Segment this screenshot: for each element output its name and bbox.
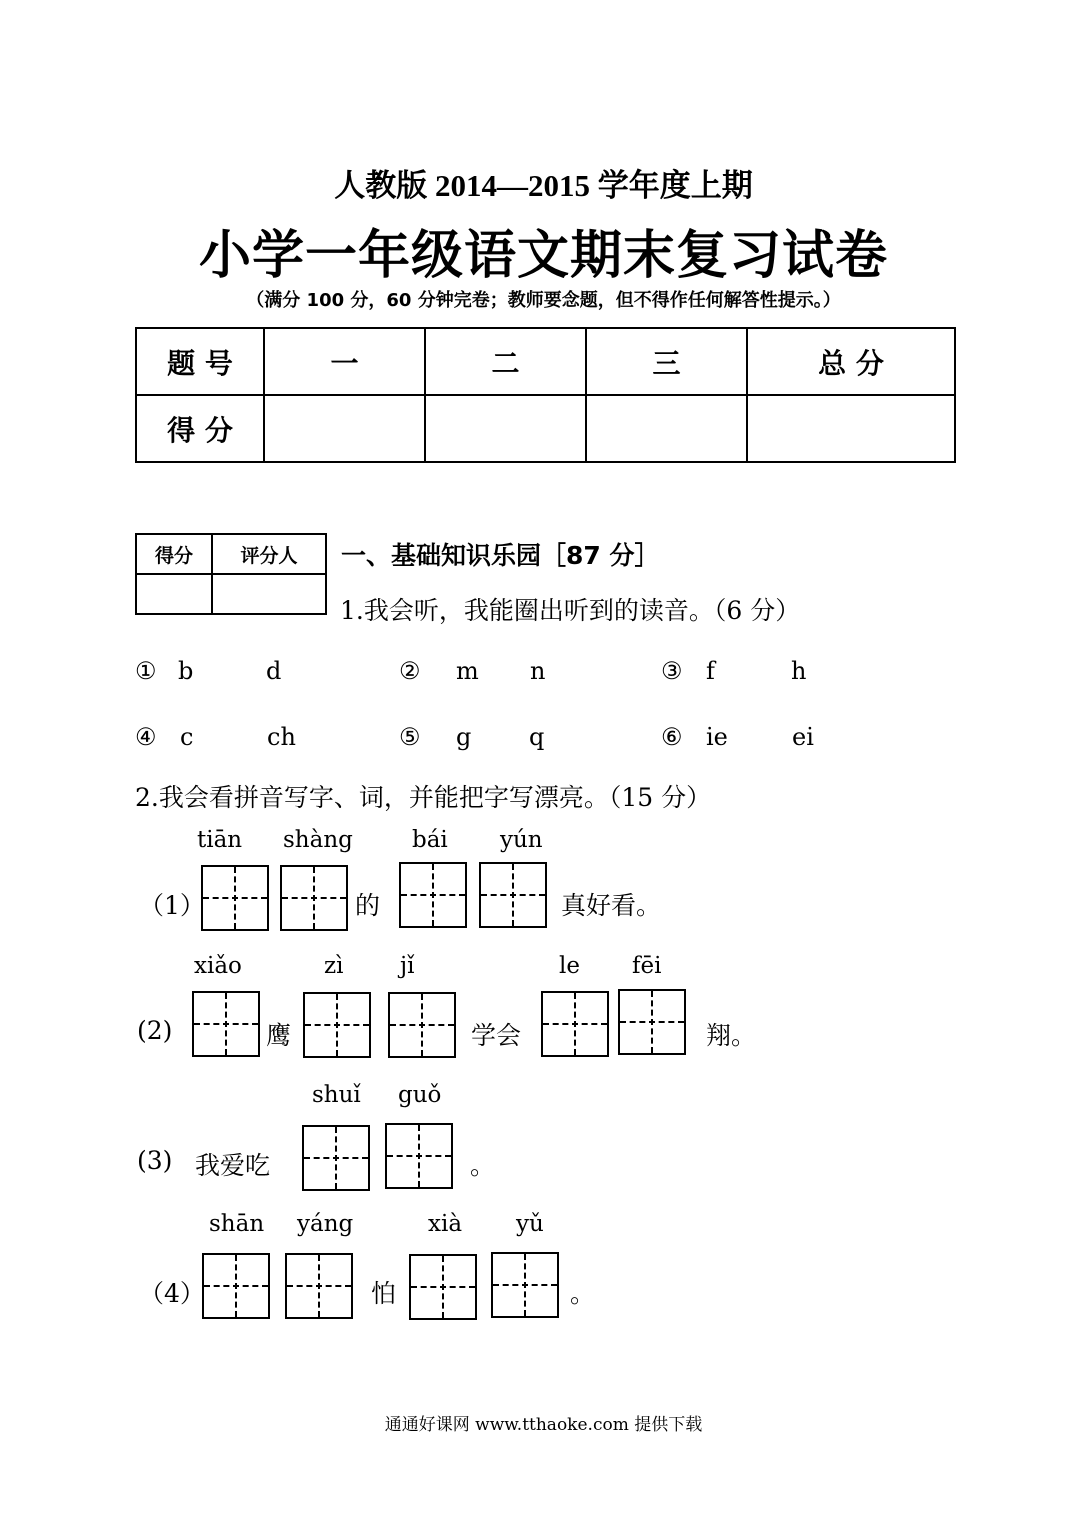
- score-header-cell: 二: [425, 328, 586, 395]
- question-2: 2.我会看拼音写字、词，并能把字写漂亮。（15 分）: [135, 783, 712, 812]
- option-sound[interactable]: g: [456, 723, 472, 751]
- option-sound[interactable]: b: [178, 657, 194, 685]
- writing-box[interactable]: [618, 989, 686, 1055]
- writing-box[interactable]: [385, 1123, 453, 1189]
- option-number: ③: [661, 657, 683, 685]
- item-number: （1）: [139, 891, 205, 920]
- item-text: 学会: [471, 1021, 522, 1050]
- writing-box[interactable]: [479, 862, 547, 928]
- option-number: ②: [399, 657, 421, 685]
- grader-name-label: 评分人: [212, 534, 326, 574]
- option-number: ④: [135, 723, 157, 751]
- option-number: ⑥: [661, 723, 683, 751]
- option-sound[interactable]: d: [266, 657, 282, 685]
- grader-score-cell[interactable]: [136, 574, 212, 614]
- score-cell[interactable]: [747, 395, 955, 462]
- pinyin-label: bái: [412, 827, 448, 853]
- writing-box[interactable]: [491, 1252, 559, 1318]
- item-number: （4）: [139, 1279, 205, 1308]
- writing-box[interactable]: [280, 865, 348, 931]
- option-sound[interactable]: h: [791, 657, 807, 685]
- item-text: 。: [470, 1151, 496, 1180]
- pinyin-label: guǒ: [398, 1082, 442, 1108]
- score-header-cell: 题 号: [136, 328, 264, 395]
- pinyin-label: fēi: [632, 953, 662, 979]
- option-sound[interactable]: ei: [792, 723, 814, 751]
- score-table-score-row: [136, 395, 955, 462]
- pinyin-label: le: [559, 953, 580, 979]
- writing-box[interactable]: [285, 1253, 353, 1319]
- writing-box[interactable]: [201, 865, 269, 931]
- exam-note: （满分 100 分，60 分钟完卷；教师要念题，但不得作任何解答性提示。）: [246, 290, 841, 311]
- writing-box[interactable]: [302, 1125, 370, 1191]
- option-sound[interactable]: q: [529, 723, 545, 751]
- writing-box[interactable]: [192, 991, 260, 1057]
- section-heading: 一、基础知识乐园［87 分］: [341, 541, 660, 570]
- grader-table: [135, 533, 327, 615]
- option-sound[interactable]: m: [456, 657, 479, 685]
- option-sound[interactable]: ie: [706, 723, 728, 751]
- item-text: 翔。: [706, 1021, 757, 1050]
- score-table-header-row: [136, 328, 955, 395]
- writing-box[interactable]: [541, 991, 609, 1057]
- option-number: ⑤: [399, 723, 421, 751]
- score-cell[interactable]: [264, 395, 425, 462]
- option-sound[interactable]: c: [180, 723, 194, 751]
- writing-box[interactable]: [409, 1254, 477, 1320]
- option-sound[interactable]: f: [706, 657, 715, 685]
- score-header-cell: 三: [586, 328, 747, 395]
- score-header-cell: 总 分: [747, 328, 955, 395]
- score-cell[interactable]: [425, 395, 586, 462]
- score-row-label: 得 分: [136, 395, 264, 462]
- pinyin-label: xiǎo: [194, 953, 242, 979]
- writing-box[interactable]: [303, 992, 371, 1058]
- item-text: 鹰: [266, 1021, 292, 1050]
- score-header-cell: 一: [264, 328, 425, 395]
- item-text: 的: [355, 891, 381, 920]
- item-text: 。: [570, 1279, 596, 1308]
- grader-name-cell[interactable]: [212, 574, 326, 614]
- item-text: 真好看。: [561, 891, 662, 920]
- writing-box[interactable]: [202, 1253, 270, 1319]
- writing-box[interactable]: [388, 992, 456, 1058]
- footer-credit: 通通好课网 www.tthaoke.com 提供下载: [384, 1415, 703, 1435]
- pinyin-label: yáng: [297, 1211, 354, 1237]
- pinyin-label: yǔ: [516, 1211, 544, 1237]
- pinyin-label: xià: [428, 1211, 463, 1237]
- pinyin-label: yún: [500, 827, 543, 853]
- exam-subtitle: 人教版 2014—2015 学年度上期: [334, 168, 753, 203]
- pinyin-label: shuǐ: [312, 1082, 361, 1108]
- pinyin-label: zì: [324, 953, 344, 979]
- question-1: 1.我会听，我能圈出听到的读音。（6 分）: [340, 596, 801, 625]
- item-number: (2): [137, 1016, 173, 1045]
- option-sound[interactable]: n: [530, 657, 546, 685]
- option-sound[interactable]: ch: [267, 723, 296, 751]
- pinyin-label: tiān: [197, 827, 243, 853]
- option-number: ①: [135, 657, 157, 685]
- item-text: 我爱吃: [195, 1151, 271, 1180]
- score-table: [135, 327, 956, 463]
- grader-score-label: 得分: [136, 534, 212, 574]
- exam-title: 小学一年级语文期末复习试卷: [198, 226, 888, 286]
- pinyin-label: jǐ: [400, 953, 415, 979]
- pinyin-label: shàng: [283, 827, 353, 853]
- writing-box[interactable]: [399, 862, 467, 928]
- item-number: (3): [137, 1146, 173, 1175]
- score-cell[interactable]: [586, 395, 747, 462]
- item-text: 怕: [371, 1279, 397, 1308]
- pinyin-label: shān: [209, 1211, 265, 1237]
